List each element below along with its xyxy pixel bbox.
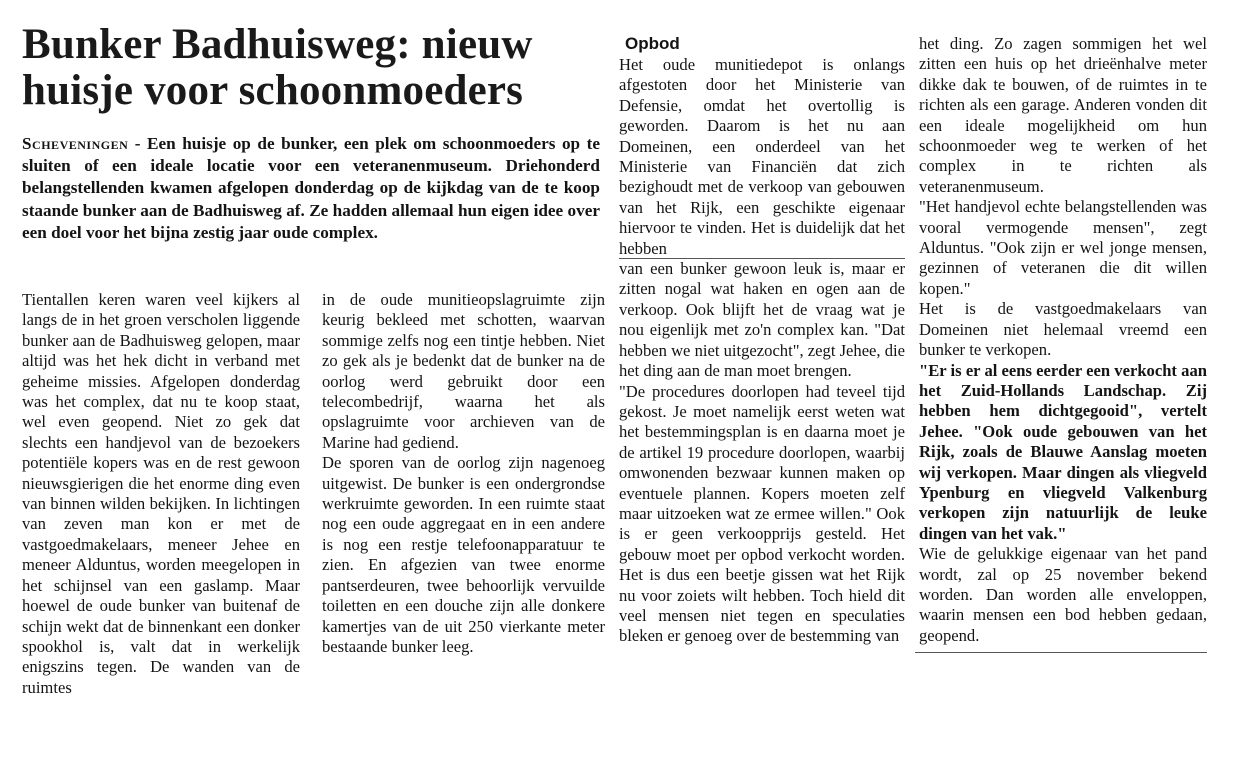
body-paragraph: Tientallen keren waren veel kijkers al langs de in het groen verscholen liggende bunker aan de Badhuisweg gelopen, maar altijd was het hek dicht in verband met geheime missies. Afgelopen donderdag was het complex, dat nu te koop staat, wel even geopend. Niet zo gek dat slechts een handjevol van de bezoekers potentiële kopers was en de rest gewoon nieuwsgierigen die het enorme ding even van binnen wilden bekijken. In lichtingen van zeven man kon er met de vastgoedmakelaars, meneer Jehee en meneer Alduntus, worden meegelopen in het schijnsel van een gaslamp. Maar hoewel de oude bunker van buitenaf de schijn wekt dat de binnenkant een donker spookhol is, valt dat in werkelijk enigszins tegen. De wanden van de ruimtes xyxy=(22,290,300,697)
body-paragraph: het ding. Zo zagen sommigen het wel zitten een huis op het drieënhalve meter dikke dak te bouwen, of de ruimtes in te richten als een garage. Anderen vonden dit een ideale mogelijkheid om hun schoonmoeder weg te werken of het complex in te richten als veteranenmuseum. xyxy=(919,34,1207,196)
body-paragraph: van een bunker gewoon leuk is, maar er zitten nogal wat haken en ogen aan de verkoop. Ook blijft het de vraag wat je nou eigenlijk met zo'n complex kan. "Dat hebben we niet uitgezocht", zegt Jehee, die het ding aan de man moet brengen. xyxy=(619,259,905,381)
body-paragraph: "De procedures doorlopen had teveel tijd gekost. Je moet namelijk eerst weten wat het bestemmingsplan is en daarna moet je de artikel 19 procedure doorlopen, waarbij omwonenden bezwaar kunnen maken op eventuele plannen. Kopers moeten zelf maar uitzoeken wat ze ermee willen." Ook is er geen verkoopprijs gesteld. Het gebouw moet per opbod verkocht worden. Het is dus een beetje gissen wat het Rijk nu voor zoiets wilt hebben. Toch hield dit veel mensen niet tegen en speculaties bleken er genoeg over de bestemming van xyxy=(619,381,905,646)
body-column-1 xyxy=(22,290,300,698)
body-column-3 xyxy=(619,34,905,647)
body-paragraph-bold: "Er is er al eens eerder een verkocht aan het Zuid-Hollands Landschap. Zij hebben hem dichtgegooid", vertelt Jehee. "Ook oude gebouwen van het Rijk, zoals de Blauwe Aanslag moeten wij verkopen. Maar dingen als vliegveld Ypenburg en vliegveld Valkenburg verkopen zijn natuurlijk de leuke dingen van het vak." xyxy=(919,360,1207,543)
article-end-rule xyxy=(915,652,1207,653)
section-subheading: Opbod xyxy=(625,34,680,53)
lead-text: - Een huisje op de bunker, een plek om schoonmoeders op te sluiten of een ideale locatie voor een veteranenmuseum. Driehonderd belangstellenden kwamen afgelopen donderdag op de kijkdag van de te koop staande bunker aan de Badhuisweg af. Ze hadden allemaal hun eigen idee over een doel voor het bijna zestig jaar oude complex. xyxy=(22,134,600,242)
body-paragraph: Het is de vastgoedmakelaars van Domeinen niet helemaal vreemd een bunker te verkopen. xyxy=(919,299,1207,360)
column-divider-rule xyxy=(619,258,905,259)
dateline-place: Scheveningen xyxy=(22,134,129,153)
body-column-4 xyxy=(919,34,1207,653)
body-column-2 xyxy=(322,290,605,657)
headline: Bunker Badhuisweg: nieuw huisje voor schoonmoeders xyxy=(22,21,533,114)
body-paragraph: Het oude munitiedepot is onlangs afgestoten door het Ministerie van Defensie, omdat het overtollig is geworden. Daarom is het nu aan Domeinen, een onderdeel van het Ministerie van Financiën dat zich bezighoudt met de verkoop van gebouwen van het Rijk, een geschikte eigenaar hiervoor te vinden. Het is duidelijk dat het hebben xyxy=(619,55,905,258)
body-paragraph: "Het handjevol echte belangstellenden was vooral vermogende mensen", zegt Alduntus. "Ook zijn er wel jonge mensen, gezinnen of veteranen die dit willen kopen." xyxy=(919,197,1207,298)
lead-paragraph xyxy=(22,133,600,244)
body-paragraph: in de oude munitieopslagruimte zijn keurig bekleed met schotten, waarvan sommige zelfs nog een tintje hebben. Niet zo gek als je bedenkt dat de bunker na de oorlog werd gebruikt door een telecombedrijf, waarna het als opslagruimte voor archieven van de Marine had gediend. xyxy=(322,290,605,452)
body-paragraph: De sporen van de oorlog zijn nagenoeg uitgewist. De bunker is een ondergrondse werkruimte geworden. In een ruimte staat nog een oude aggregaat en in een andere is nog een restje telefoonapparatuur te zien. En afgezien van twee enorme pantserdeuren, twee behoorlijk vervuilde toiletten en een douche zijn alle donkere kamertjes van de uit 250 vierkante meter bestaande bunker leeg. xyxy=(322,453,605,656)
body-paragraph: Wie de gelukkige eigenaar van het pand wordt, zal op 25 november bekend worden. Dan worden alle enveloppen, waarin mensen een bod hebben gedaan, geopend. xyxy=(919,544,1207,645)
